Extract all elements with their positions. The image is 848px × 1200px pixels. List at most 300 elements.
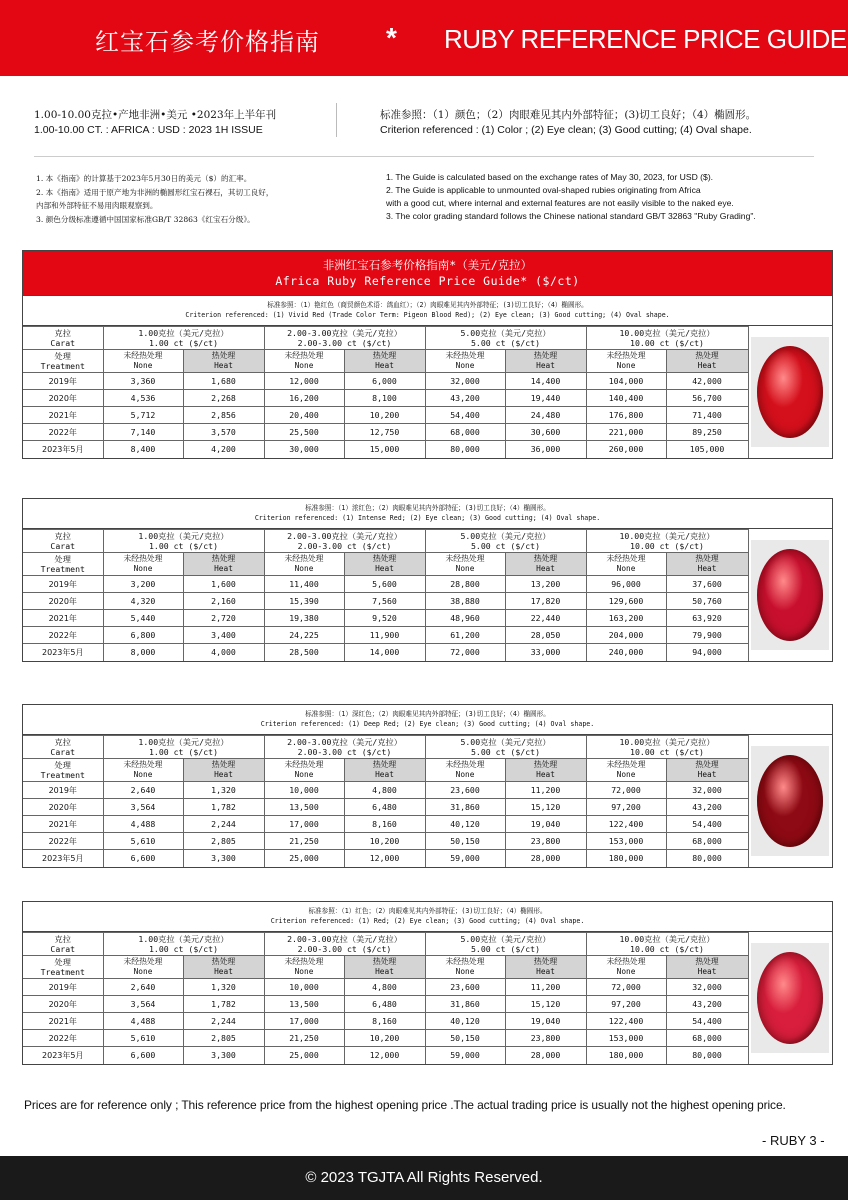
- price-cell: 25,000: [264, 850, 344, 867]
- disclaimer: Prices are for reference only ; This reference price from the highest opening price .The actual trading price is usually not the highest opening price.: [24, 1098, 786, 1112]
- year-cell: 2023年5月: [23, 644, 103, 661]
- price-cell: 180,000: [586, 1047, 666, 1064]
- label-cn: 未经热处理: [284, 957, 324, 966]
- carat-size-header: [103, 736, 264, 759]
- price-cell: 97,200: [586, 799, 666, 816]
- carat-header-row: [23, 327, 748, 350]
- criterion-cn: 标准参照：（1）浓红色；（2）肉眼难见其内外部特征；(3)切工良好；（4）椭圆形。: [305, 504, 550, 512]
- label-en: 2.00-3.00 ct ($/ct): [297, 944, 392, 954]
- label-cn: 未经热处理: [606, 957, 646, 966]
- carat-label: [23, 530, 103, 553]
- label-cn: 未经热处理: [123, 957, 163, 966]
- price-cell: 104,000: [586, 373, 666, 390]
- carat-size-header: [264, 736, 425, 759]
- price-cell: 43,200: [425, 390, 505, 407]
- price-cell: 2,640: [103, 979, 183, 996]
- label-en: Treatment: [40, 564, 85, 574]
- price-cell: 176,800: [586, 407, 666, 424]
- label-cn: 未经热处理: [284, 351, 324, 360]
- label-en: 1.00 ct ($/ct): [148, 541, 218, 551]
- price-cell: 15,120: [505, 799, 586, 816]
- price-cell: 11,900: [344, 627, 425, 644]
- price-cell: 3,570: [183, 424, 264, 441]
- note-cn-line: 内部和外部特征不易用肉眼观察到。: [36, 201, 158, 210]
- table-row: [23, 996, 748, 1013]
- price-cell: 1,320: [183, 782, 264, 799]
- label-en: Heat: [214, 967, 233, 976]
- treatment-none-header: [425, 759, 505, 782]
- ruby-gem-icon: [757, 952, 823, 1044]
- carat-label: [23, 933, 103, 956]
- carat-label: [23, 736, 103, 759]
- label-cn: 克拉: [54, 934, 71, 944]
- price-cell: 37,600: [666, 576, 748, 593]
- price-table: [23, 529, 749, 661]
- label-cn: 未经热处理: [606, 554, 646, 563]
- price-cell: 24,225: [264, 627, 344, 644]
- label-en: 5.00 ct ($/ct): [471, 747, 541, 757]
- table-row: [23, 610, 748, 627]
- price-table: [23, 326, 749, 458]
- price-cell: 3,400: [183, 627, 264, 644]
- label-en: 10.00 ct ($/ct): [630, 747, 704, 757]
- label-cn: 克拉: [54, 328, 71, 338]
- treatment-none-header: [586, 759, 666, 782]
- treatment-heat-header: [666, 350, 748, 373]
- label-en: Carat: [50, 338, 76, 348]
- price-cell: 31,860: [425, 996, 505, 1013]
- label-cn: 未经热处理: [445, 957, 485, 966]
- price-cell: 10,000: [264, 782, 344, 799]
- price-cell: 180,000: [586, 850, 666, 867]
- price-cell: 5,440: [103, 610, 183, 627]
- price-cell: 10,200: [344, 833, 425, 850]
- table-row: [23, 979, 748, 996]
- price-cell: 4,800: [344, 782, 425, 799]
- table-row: [23, 373, 748, 390]
- label-cn: 未经热处理: [123, 351, 163, 360]
- price-cell: 31,860: [425, 799, 505, 816]
- treatment-none-header: [264, 956, 344, 979]
- label-cn: 热处理: [211, 351, 236, 360]
- price-cell: 8,400: [103, 441, 183, 458]
- treatment-header-row: [23, 350, 748, 373]
- treatment-none-header: [425, 956, 505, 979]
- price-cell: 1,782: [183, 799, 264, 816]
- year-cell: 2020年: [23, 593, 103, 610]
- treatment-none-header: [264, 759, 344, 782]
- treatment-none-header: [425, 553, 505, 576]
- label-cn: 10.00克拉（美元/克拉）: [619, 328, 715, 338]
- treatment-heat-header: [666, 956, 748, 979]
- price-cell: 28,800: [425, 576, 505, 593]
- label-en: 2.00-3.00 ct ($/ct): [297, 541, 392, 551]
- treatment-heat-header: [183, 759, 264, 782]
- price-cell: 36,000: [505, 441, 586, 458]
- ruby-gem-icon: [757, 549, 823, 641]
- issue-info-en: 1.00-10.00 CT. : AFRICA : USD : 2023 1H ISSUE: [34, 124, 263, 136]
- treatment-heat-header: [183, 956, 264, 979]
- price-cell: 10,000: [264, 979, 344, 996]
- table-row: [23, 407, 748, 424]
- title-en: RUBY REFERENCE PRICE GUIDE: [444, 24, 847, 54]
- gem-image-frame: [751, 746, 829, 856]
- table-row: [23, 424, 748, 441]
- carat-label: [23, 327, 103, 350]
- treatment-heat-header: [183, 553, 264, 576]
- price-cell: 23,600: [425, 782, 505, 799]
- price-cell: 3,564: [103, 996, 183, 1013]
- price-cell: 2,805: [183, 833, 264, 850]
- price-cell: 5,610: [103, 833, 183, 850]
- year-cell: 2022年: [23, 1030, 103, 1047]
- price-cell: 2,640: [103, 782, 183, 799]
- price-cell: 105,000: [666, 441, 748, 458]
- label-cn: 热处理: [372, 760, 397, 769]
- ruby-gem-icon: [757, 755, 823, 847]
- table-row: [23, 390, 748, 407]
- guide-title-en: Africa Ruby Reference Price Guide* ($/ct): [275, 274, 580, 288]
- price-cell: 17,000: [264, 816, 344, 833]
- price-cell: 23,800: [505, 1030, 586, 1047]
- treatment-none-header: [586, 553, 666, 576]
- label-en: None: [133, 967, 153, 976]
- price-cell: 28,000: [505, 850, 586, 867]
- treatment-none-header: [103, 759, 183, 782]
- price-cell: 2,856: [183, 407, 264, 424]
- section-body: [23, 735, 832, 867]
- table-row: [23, 441, 748, 458]
- price-cell: 80,000: [666, 850, 748, 867]
- price-cell: 50,760: [666, 593, 748, 610]
- price-cell: 12,000: [344, 1047, 425, 1064]
- year-cell: 2019年: [23, 979, 103, 996]
- price-cell: 8,160: [344, 1013, 425, 1030]
- price-cell: 28,000: [505, 1047, 586, 1064]
- label-cn: 未经热处理: [284, 554, 324, 563]
- price-cell: 21,250: [264, 833, 344, 850]
- price-cell: 11,200: [505, 979, 586, 996]
- page-number: - RUBY 3 -: [762, 1133, 825, 1148]
- treatment-none-header: [425, 350, 505, 373]
- criterion-en: Criterion referenced: (1) Vivid Red (Trade Color Term: Pigeon Blood Red); (2) Eye clean; (3) Good cutting; (4) Oval shape.: [185, 311, 670, 319]
- price-cell: 89,250: [666, 424, 748, 441]
- price-cell: 122,400: [586, 816, 666, 833]
- label-en: None: [616, 967, 636, 976]
- treatment-header-row: [23, 759, 748, 782]
- label-cn: 克拉: [54, 737, 71, 747]
- price-cell: 25,000: [264, 1047, 344, 1064]
- price-cell: 54,400: [425, 407, 505, 424]
- year-cell: 2023年5月: [23, 850, 103, 867]
- price-section: [22, 250, 833, 459]
- carat-size-header: [264, 327, 425, 350]
- label-en: None: [455, 361, 475, 370]
- carat-header-row: [23, 736, 748, 759]
- year-cell: 2020年: [23, 390, 103, 407]
- price-cell: 15,000: [344, 441, 425, 458]
- gem-image-frame: [751, 540, 829, 650]
- price-cell: 11,400: [264, 576, 344, 593]
- price-cell: 2,244: [183, 816, 264, 833]
- label-en: 5.00 ct ($/ct): [471, 944, 541, 954]
- price-cell: 23,600: [425, 979, 505, 996]
- carat-header-row: [23, 530, 748, 553]
- price-cell: 23,800: [505, 833, 586, 850]
- label-en: None: [455, 967, 475, 976]
- table-row: [23, 1030, 748, 1047]
- title-banner: [0, 0, 848, 76]
- year-cell: 2019年: [23, 373, 103, 390]
- label-en: 5.00 ct ($/ct): [471, 541, 541, 551]
- price-cell: 59,000: [425, 850, 505, 867]
- label-en: Heat: [375, 361, 394, 370]
- label-en: None: [616, 770, 636, 779]
- label-cn: 5.00克拉（美元/克拉）: [460, 737, 551, 747]
- price-section: [22, 498, 833, 662]
- carat-size-header: [586, 530, 748, 553]
- label-cn: 2.00-3.00克拉（美元/克拉）: [287, 934, 402, 944]
- price-cell: 6,600: [103, 1047, 183, 1064]
- label-cn: 热处理: [372, 554, 397, 563]
- price-cell: 72,000: [586, 782, 666, 799]
- price-cell: 2,268: [183, 390, 264, 407]
- price-cell: 15,120: [505, 996, 586, 1013]
- carat-size-header: [103, 530, 264, 553]
- label-en: 2.00-3.00 ct ($/ct): [297, 747, 392, 757]
- criterion-cn: 标准参照：（1）艳红色（商贸颜色术语：鸽血红）；（2）肉眼难见其内外部特征；(3)切工良好；（4）椭圆形。: [267, 301, 588, 309]
- table-row: [23, 850, 748, 867]
- price-cell: 240,000: [586, 644, 666, 661]
- label-en: Heat: [214, 564, 233, 573]
- year-cell: 2023年5月: [23, 1047, 103, 1064]
- price-cell: 4,200: [183, 441, 264, 458]
- criterion-cn: 标准参照：（1）红色；（2）肉眼难见其内外部特征；(3)切工良好；（4）椭圆形。: [308, 907, 547, 915]
- label-en: 1.00 ct ($/ct): [148, 747, 218, 757]
- label-cn: 2.00-3.00克拉（美元/克拉）: [287, 737, 402, 747]
- price-cell: 79,900: [666, 627, 748, 644]
- label-cn: 处理: [54, 351, 71, 361]
- treatment-none-header: [586, 350, 666, 373]
- table-row: [23, 593, 748, 610]
- meta-divider: [336, 103, 337, 137]
- note-en-line: 3. The color grading standard follows the Chinese national standard GB/T 32863 "Ruby Grading".: [386, 211, 756, 221]
- price-cell: 11,200: [505, 782, 586, 799]
- price-cell: 13,500: [264, 799, 344, 816]
- label-cn: 热处理: [211, 554, 236, 563]
- section-criterion: [23, 902, 832, 932]
- label-en: Carat: [50, 541, 76, 551]
- label-cn: 未经热处理: [284, 760, 324, 769]
- price-cell: 4,320: [103, 593, 183, 610]
- price-cell: 5,712: [103, 407, 183, 424]
- treatment-none-header: [264, 553, 344, 576]
- label-cn: 热处理: [695, 957, 719, 966]
- price-cell: 97,200: [586, 996, 666, 1013]
- label-en: Heat: [536, 361, 555, 370]
- price-cell: 129,600: [586, 593, 666, 610]
- note-en-line: 2. The Guide is applicable to unmounted oval-shaped rubies originating from Africa: [386, 185, 701, 195]
- guide-title-cn: 非洲红宝石参考价格指南*（美元/克拉）: [322, 258, 533, 272]
- label-cn: 1.00克拉（美元/克拉）: [138, 328, 229, 338]
- label-cn: 2.00-3.00克拉（美元/克拉）: [287, 531, 402, 541]
- price-cell: 19,380: [264, 610, 344, 627]
- price-cell: 4,488: [103, 1013, 183, 1030]
- treatment-heat-header: [505, 350, 586, 373]
- treatment-header-row: [23, 553, 748, 576]
- label-cn: 未经热处理: [606, 351, 646, 360]
- price-cell: 56,700: [666, 390, 748, 407]
- price-cell: 12,000: [344, 850, 425, 867]
- label-cn: 热处理: [211, 760, 236, 769]
- price-cell: 1,320: [183, 979, 264, 996]
- price-cell: 72,000: [425, 644, 505, 661]
- price-cell: 5,600: [344, 576, 425, 593]
- price-cell: 80,000: [666, 1047, 748, 1064]
- price-cell: 71,400: [666, 407, 748, 424]
- label-en: Treatment: [40, 361, 85, 371]
- label-en: 1.00 ct ($/ct): [148, 338, 218, 348]
- treatment-none-header: [103, 553, 183, 576]
- note-cn-line: 1. 本《指南》的计算基于2023年5月30日的美元（$）的汇率。: [36, 174, 252, 183]
- carat-size-header: [586, 736, 748, 759]
- year-cell: 2019年: [23, 782, 103, 799]
- label-en: None: [133, 361, 153, 370]
- carat-size-header: [103, 933, 264, 956]
- carat-size-header: [586, 327, 748, 350]
- treatment-label: [23, 956, 103, 979]
- title-separator: *: [386, 22, 397, 53]
- price-cell: 68,000: [666, 1030, 748, 1047]
- label-en: None: [294, 564, 314, 573]
- gem-image-frame: [751, 943, 829, 1053]
- price-cell: 48,960: [425, 610, 505, 627]
- price-cell: 3,300: [183, 1047, 264, 1064]
- carat-size-header: [103, 327, 264, 350]
- note-cn-line: 2. 本《指南》适用于原产地为非洲的椭圆形红宝石裸石，其切工良好，: [36, 187, 274, 197]
- label-cn: 处理: [54, 554, 71, 564]
- treatment-heat-header: [666, 553, 748, 576]
- table-row: [23, 1047, 748, 1064]
- section-body: [23, 932, 832, 1064]
- label-cn: 热处理: [695, 351, 719, 360]
- price-cell: 59,000: [425, 1047, 505, 1064]
- treatment-none-header: [103, 956, 183, 979]
- issue-info-cn: 1.00-10.00克拉•产地非洲•美元 •2023年上半年刊: [34, 109, 277, 121]
- note-cn-line: 3. 颜色分级标准遵循中国国家标准GB/T 32863《红宝石分级》。: [36, 214, 255, 224]
- carat-size-header: [586, 933, 748, 956]
- price-cell: 61,200: [425, 627, 505, 644]
- label-cn: 10.00克拉（美元/克拉）: [619, 737, 715, 747]
- price-cell: 12,750: [344, 424, 425, 441]
- price-cell: 54,400: [666, 1013, 748, 1030]
- note-en-line: 1. The Guide is calculated based on the exchange rates of May 30, 2023, for USD ($).: [386, 172, 714, 182]
- price-cell: 32,000: [666, 979, 748, 996]
- carat-size-header: [425, 933, 586, 956]
- price-cell: 63,920: [666, 610, 748, 627]
- treatment-header-row: [23, 956, 748, 979]
- criterion-en: Criterion referenced: (1) Red; (2) Eye clean; (3) Good cutting; (4) Oval shape.: [270, 917, 585, 925]
- criterion-en: Criterion referenced: (1) Deep Red; (2) Eye clean; (3) Good cutting; (4) Oval shape.: [260, 720, 595, 728]
- year-cell: 2021年: [23, 407, 103, 424]
- price-cell: 6,480: [344, 799, 425, 816]
- price-cell: 1,782: [183, 996, 264, 1013]
- price-cell: 3,360: [103, 373, 183, 390]
- price-cell: 221,000: [586, 424, 666, 441]
- label-en: 10.00 ct ($/ct): [630, 338, 704, 348]
- treatment-heat-header: [344, 759, 425, 782]
- price-cell: 4,536: [103, 390, 183, 407]
- treatment-none-header: [586, 956, 666, 979]
- label-cn: 未经热处理: [123, 760, 163, 769]
- price-cell: 2,805: [183, 1030, 264, 1047]
- price-cell: 30,600: [505, 424, 586, 441]
- label-cn: 热处理: [695, 554, 719, 563]
- treatment-heat-header: [344, 956, 425, 979]
- carat-size-header: [425, 530, 586, 553]
- gem-image-cell: [749, 932, 832, 1064]
- table-row: [23, 1013, 748, 1030]
- price-cell: 163,200: [586, 610, 666, 627]
- table-row: [23, 576, 748, 593]
- criterion-en: Criterion referenced: (1) Intense Red; (2) Eye clean; (3) Good cutting; (4) Oval shape.: [254, 514, 601, 522]
- label-en: Heat: [375, 967, 394, 976]
- price-cell: 153,000: [586, 1030, 666, 1047]
- label-cn: 1.00克拉（美元/克拉）: [138, 531, 229, 541]
- price-cell: 80,000: [425, 441, 505, 458]
- label-cn: 热处理: [211, 957, 236, 966]
- treatment-heat-header: [666, 759, 748, 782]
- criterion-info: [380, 108, 830, 138]
- ruby-gem-icon: [757, 346, 823, 438]
- section-criterion: [23, 296, 832, 326]
- label-en: None: [294, 967, 314, 976]
- label-cn: 未经热处理: [445, 351, 485, 360]
- label-en: Heat: [214, 361, 233, 370]
- label-en: Heat: [375, 564, 394, 573]
- treatment-heat-header: [344, 350, 425, 373]
- guide-table-title: [23, 251, 832, 296]
- price-cell: 6,000: [344, 373, 425, 390]
- label-en: Heat: [536, 564, 555, 573]
- price-cell: 13,500: [264, 996, 344, 1013]
- price-cell: 1,600: [183, 576, 264, 593]
- label-cn: 处理: [54, 957, 71, 967]
- carat-header-row: [23, 933, 748, 956]
- criterion-info-en: Criterion referenced : (1) Color ; (2) Eye clean; (3) Good cutting; (4) Oval shape.: [380, 124, 752, 136]
- treatment-heat-header: [344, 553, 425, 576]
- price-cell: 42,000: [666, 373, 748, 390]
- treatment-none-header: [103, 350, 183, 373]
- notes-en: [386, 171, 836, 223]
- label-en: None: [294, 361, 314, 370]
- gem-image-cell: [749, 735, 832, 867]
- label-cn: 热处理: [533, 760, 558, 769]
- label-cn: 热处理: [695, 760, 719, 769]
- label-en: 10.00 ct ($/ct): [630, 541, 704, 551]
- criterion-info-cn: 标准参照：（1）颜色；（2）肉眼难见其内外部特征；(3)切工良好；（4）椭圆形。: [380, 109, 757, 121]
- label-en: Heat: [536, 967, 555, 976]
- label-cn: 处理: [54, 760, 71, 770]
- price-section: [22, 901, 833, 1065]
- price-cell: 6,600: [103, 850, 183, 867]
- table-row: [23, 782, 748, 799]
- price-cell: 10,200: [344, 407, 425, 424]
- label-en: 10.00 ct ($/ct): [630, 944, 704, 954]
- label-en: Heat: [375, 770, 394, 779]
- treatment-heat-header: [505, 956, 586, 979]
- label-en: None: [133, 564, 153, 573]
